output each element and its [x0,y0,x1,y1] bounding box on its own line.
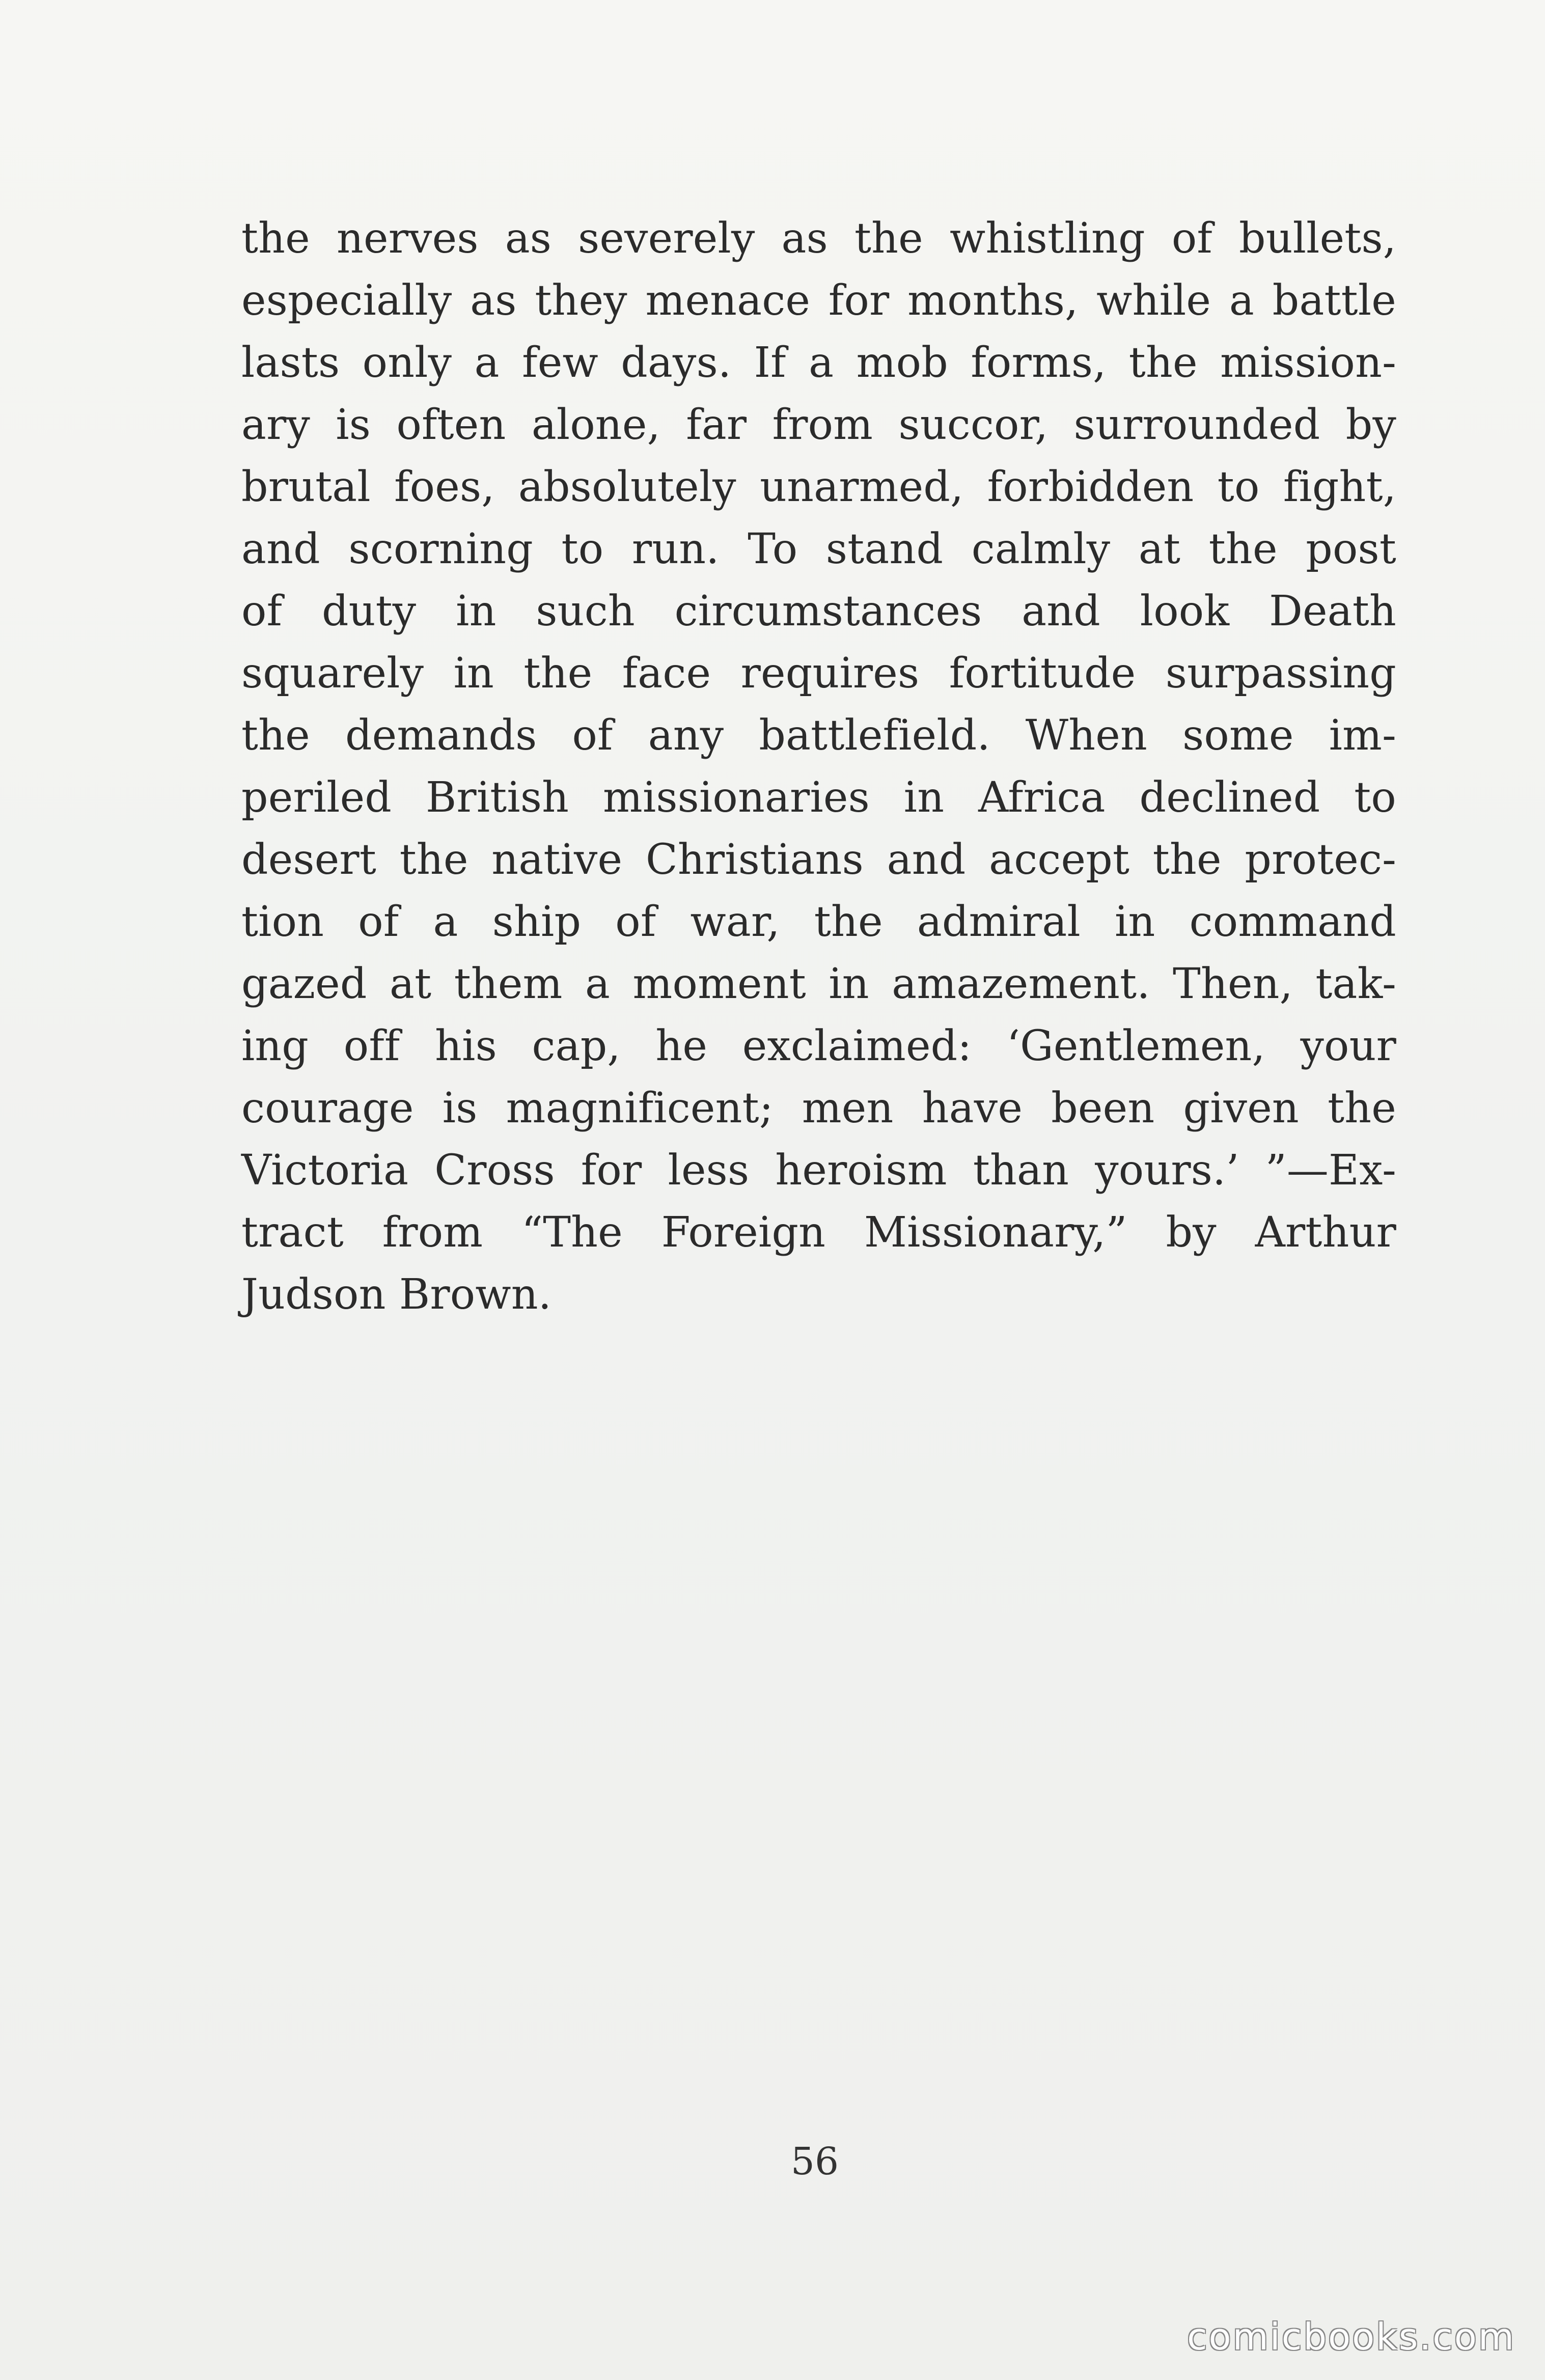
text-line: courage is magnificent; men have been given the [241,1084,1396,1132]
text-line: lasts only a few days. If a mob forms, the mission- [241,339,1396,387]
site-watermark: comicbooks.com [1187,2315,1515,2358]
text-line: tract from “The Foreign Missionary,” by Arthur [241,1208,1396,1257]
text-line: Victoria Cross for less heroism than yours.’ ”—Ex- [241,1146,1396,1195]
text-line: brutal foes, absolutely unarmed, forbidden to fight, [241,463,1396,511]
text-line: ary is often alone, far from succor, surrounded by [241,401,1396,449]
text-line: especially as they menace for months, while a battle [241,276,1396,325]
text-line: Judson Brown. [241,1270,551,1319]
text-line: of duty in such circumstances and look Death [241,587,1396,635]
text-line: ing off his cap, he exclaimed: ‘Gentlemen, your [241,1022,1396,1070]
text-line: desert the native Christians and accept the protec- [241,836,1396,884]
body-text [241,208,1396,1326]
text-line: tion of a ship of war, the admiral in command [241,898,1396,946]
page-number: 56 [790,2140,839,2183]
text-line: gazed at them a moment in amazement. Then, tak- [241,960,1396,1008]
text-line: the nerves as severely as the whistling of bullets, [241,214,1396,263]
text-line: the demands of any battlefield. When some im- [241,711,1396,760]
text-line: periled British missionaries in Africa declined to [241,773,1396,822]
text-line: squarely in the face requires fortitude surpassing [241,649,1396,698]
text-line: and scorning to run. To stand calmly at the post [241,525,1396,573]
